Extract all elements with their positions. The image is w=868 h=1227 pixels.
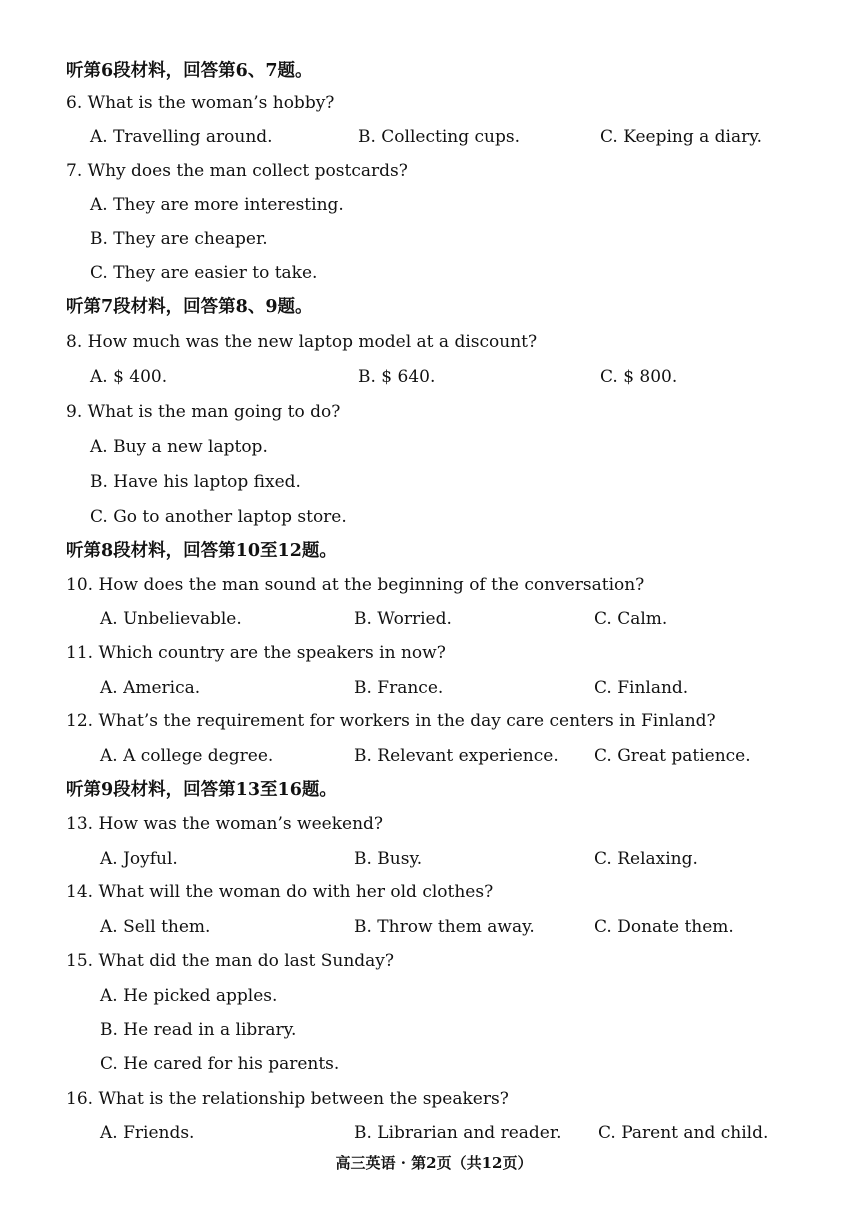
page-footer: 高三英语 · 第2页（共12页） (335, 1154, 533, 1172)
option-9b: B. Have his laptop fixed. (90, 472, 301, 492)
question-14: 14. What will the woman do with her old clothes? (66, 882, 494, 902)
option-10c: C. Calm. (594, 609, 668, 629)
section-heading: 听第9段材料，回答第13至16题。 (66, 780, 337, 800)
section-heading: 听第6段材料，回答第6、7题。 (66, 61, 313, 81)
option-10b: B. Worried. (354, 609, 452, 629)
option-11a: A. America. (100, 678, 201, 698)
section-heading: 听第8段材料，回答第10至12题。 (66, 541, 337, 561)
option-15c: C. He cared for his parents. (100, 1054, 340, 1074)
question-8: 8. How much was the new laptop model at a discount? (66, 332, 538, 352)
option-13b: B. Busy. (354, 849, 423, 869)
option-12a: A. A college degree. (100, 746, 274, 766)
option-14b: B. Throw them away. (354, 917, 535, 937)
question-11: 11. Which country are the speakers in now? (66, 643, 446, 663)
option-16c: C. Parent and child. (598, 1123, 769, 1143)
question-9: 9. What is the man going to do? (66, 402, 341, 422)
option-10a: A. Unbelievable. (100, 609, 242, 629)
option-7c: C. They are easier to take. (90, 263, 318, 283)
option-8c: C. $ 800. (600, 367, 678, 387)
option-7a: A. They are more interesting. (90, 195, 344, 215)
option-16b: B. Librarian and reader. (354, 1123, 562, 1143)
option-11c: C. Finland. (594, 678, 689, 698)
question-16: 16. What is the relationship between the speakers? (66, 1089, 509, 1109)
option-12b: B. Relevant experience. (354, 746, 559, 766)
option-8b: B. $ 640. (358, 367, 436, 387)
question-12: 12. What’s the requirement for workers in the day care centers in Finland? (66, 711, 716, 731)
option-15a: A. He picked apples. (100, 986, 278, 1006)
question-7: 7. Why does the man collect postcards? (66, 161, 408, 181)
option-14a: A. Sell them. (100, 917, 211, 937)
option-13a: A. Joyful. (100, 849, 178, 869)
option-12c: C. Great patience. (594, 746, 751, 766)
option-6c: C. Keeping a diary. (600, 127, 762, 147)
option-11b: B. France. (354, 678, 444, 698)
option-6b: B. Collecting cups. (358, 127, 520, 147)
option-9c: C. Go to another laptop store. (90, 507, 347, 527)
option-16a: A. Friends. (100, 1123, 195, 1143)
question-15: 15. What did the man do last Sunday? (66, 951, 395, 971)
question-10: 10. How does the man sound at the beginning of the conversation? (66, 575, 645, 595)
option-6a: A. Travelling around. (90, 127, 273, 147)
option-14c: C. Donate them. (594, 917, 734, 937)
option-8a: A. $ 400. (90, 367, 168, 387)
question-6: 6. What is the woman’s hobby? (66, 93, 335, 113)
option-13c: C. Relaxing. (594, 849, 698, 869)
option-15b: B. He read in a library. (100, 1020, 297, 1040)
question-13: 13. How was the woman’s weekend? (66, 814, 384, 834)
option-7b: B. They are cheaper. (90, 229, 268, 249)
section-heading: 听第7段材料，回答第8、9题。 (66, 297, 313, 317)
option-9a: A. Buy a new laptop. (90, 437, 268, 457)
